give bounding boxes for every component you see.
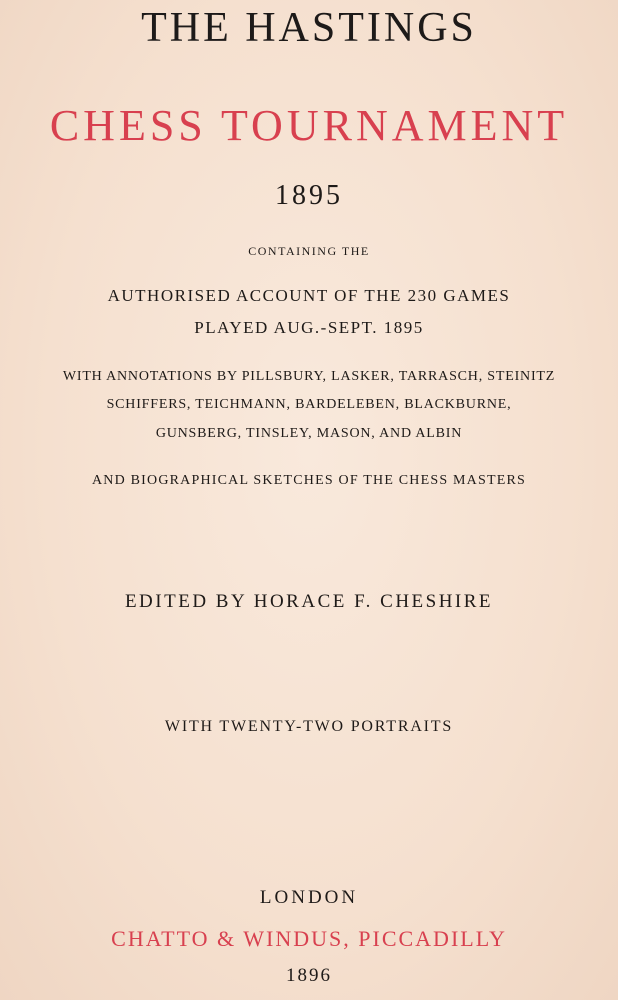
- title-line-2: CHESS TOURNAMENT: [49, 101, 569, 150]
- containing-text: CONTAINING THE: [248, 244, 370, 258]
- title-line-1: THE HASTINGS: [141, 5, 477, 51]
- portraits-note: WITH TWENTY-TWO PORTRAITS: [164, 718, 454, 735]
- editor-credit: EDITED BY HORACE F. CHESHIRE: [124, 591, 494, 612]
- imprint-year: 1896: [286, 965, 332, 986]
- annotations-line-3: GUNSBERG, TINSLEY, MASON, AND ALBIN: [155, 426, 463, 441]
- authorised-account-line-1: AUTHORISED ACCOUNT OF THE 230 GAMES: [107, 286, 511, 305]
- annotations-line-1: WITH ANNOTATIONS BY PILLSBURY, LASKER, TARRASCH, STEINITZ: [62, 369, 556, 384]
- authorised-account-line-2: PLAYED AUG.-SEPT. 1895: [194, 318, 424, 337]
- tournament-year: 1895: [275, 180, 343, 211]
- imprint-city: LONDON: [259, 887, 359, 908]
- imprint-publisher: CHATTO & WINDUS, PICCADILLY: [111, 926, 507, 951]
- annotations-line-2: SCHIFFERS, TEICHMANN, BARDELEBEN, BLACKBURNE,: [106, 397, 512, 412]
- biographical-sketches: AND BIOGRAPHICAL SKETCHES OF THE CHESS MASTERS: [91, 473, 527, 488]
